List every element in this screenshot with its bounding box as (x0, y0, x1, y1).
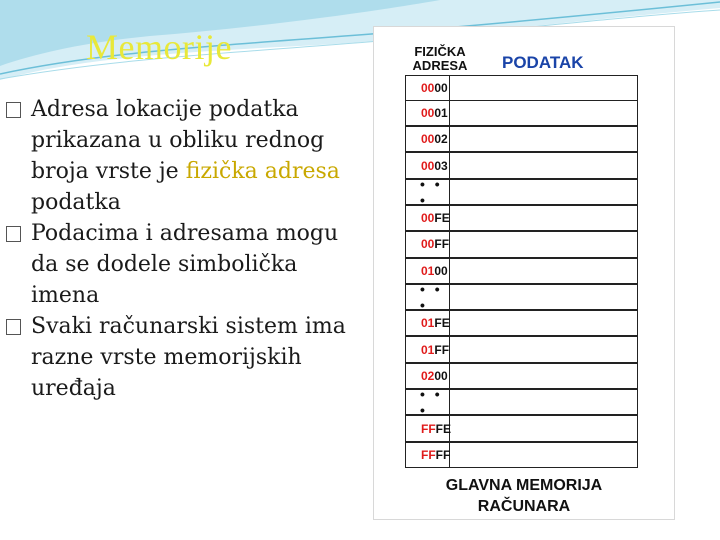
address-prefix: 01 (421, 263, 435, 278)
address-prefix: 00 (421, 132, 435, 147)
address-prefix: 01 (421, 342, 435, 357)
data-cell (450, 126, 638, 152)
address-prefix: 00 (421, 211, 435, 226)
data-cell (450, 205, 638, 231)
memory-row (405, 417, 638, 443)
caption-line-1: GLAVNA MEMORIJA (445, 477, 603, 494)
address-cell (405, 415, 450, 441)
memory-row (405, 338, 638, 364)
memory-row (405, 175, 638, 208)
address-suffix: FF (434, 237, 450, 252)
data-cell (450, 415, 638, 441)
address-suffix: 01 (434, 105, 448, 120)
address-suffix: FE (434, 211, 450, 226)
address-suffix: 03 (434, 158, 448, 173)
memory-row (405, 128, 638, 154)
address-cell (405, 442, 450, 468)
memory-row (405, 101, 638, 127)
memory-row (405, 75, 638, 101)
address-prefix: 00 (421, 81, 435, 96)
bullet-box-icon (6, 226, 21, 242)
data-cell (450, 442, 638, 468)
address-cell (405, 363, 450, 389)
data-column-header: PODATAK (502, 53, 584, 72)
address-suffix: 00 (434, 263, 448, 278)
address-suffix: FF (434, 342, 450, 357)
address-suffix: FE (435, 421, 452, 436)
memory-row (405, 312, 638, 338)
address-cell (405, 258, 450, 284)
data-cell (450, 258, 638, 284)
address-suffix: 02 (434, 132, 448, 147)
memory-caption (374, 475, 674, 517)
bullet-highlight: fizička adresa (185, 159, 340, 184)
bullet-text: Podacima i adresama mogu da se dodele simbolička imena (31, 221, 339, 308)
bullet-item (6, 311, 366, 404)
data-cell (450, 152, 638, 178)
address-cell (405, 310, 450, 336)
ellipsis-cell (405, 386, 450, 419)
bullet-item (6, 94, 366, 218)
address-prefix: 00 (421, 237, 435, 252)
bullet-box-icon (6, 102, 21, 118)
address-prefix: 00 (421, 105, 435, 120)
bullet-text: Adresa lokacije podatka prikazana u obliku rednog broja vrste je (31, 97, 325, 184)
address-column-header: FIZIČKA ADRESA (412, 44, 468, 73)
data-cell (450, 363, 638, 389)
data-cell (450, 75, 638, 101)
address-prefix: FF (421, 447, 436, 462)
bullet-text: Svaki računarski sistem ima razne vrste memorijskih uređaja (31, 314, 346, 401)
address-prefix: 00 (421, 158, 435, 173)
slide-title: Memorije (86, 27, 232, 67)
address-cell (405, 336, 450, 362)
address-cell (405, 231, 450, 257)
address-prefix: 02 (421, 368, 435, 383)
address-suffix: • • • (420, 386, 443, 419)
address-suffix: • • • (420, 175, 443, 208)
bullet-box-icon (6, 319, 21, 335)
data-cell (450, 336, 638, 362)
address-cell (405, 152, 450, 178)
data-cell (450, 231, 638, 257)
bullet-text-end: podatka (31, 190, 121, 215)
address-cell (405, 126, 450, 152)
address-prefix: 01 (421, 316, 435, 331)
data-cell (450, 100, 638, 126)
caption-line-2: RAČUNARA (477, 498, 571, 515)
address-suffix: 00 (434, 81, 448, 96)
address-suffix: FF (435, 447, 451, 462)
address-suffix: 00 (434, 368, 448, 383)
bullet-item (6, 218, 366, 311)
memory-row (405, 206, 638, 232)
data-cell (450, 310, 638, 336)
address-cell (405, 205, 450, 231)
memory-row (405, 386, 638, 419)
ellipsis-cell (405, 175, 450, 208)
address-suffix: FE (434, 316, 450, 331)
data-cell (450, 179, 638, 205)
ellipsis-cell (405, 281, 450, 314)
address-prefix: FF (421, 421, 436, 436)
data-cell (450, 389, 638, 415)
memory-grid (405, 75, 638, 469)
bullet-list (6, 94, 366, 404)
address-cell (405, 75, 450, 101)
address-suffix: • • • (420, 281, 443, 314)
memory-row (405, 443, 638, 469)
address-cell (405, 100, 450, 126)
data-cell (450, 284, 638, 310)
memory-diagram (373, 26, 675, 520)
memory-row (405, 233, 638, 259)
memory-row (405, 281, 638, 314)
